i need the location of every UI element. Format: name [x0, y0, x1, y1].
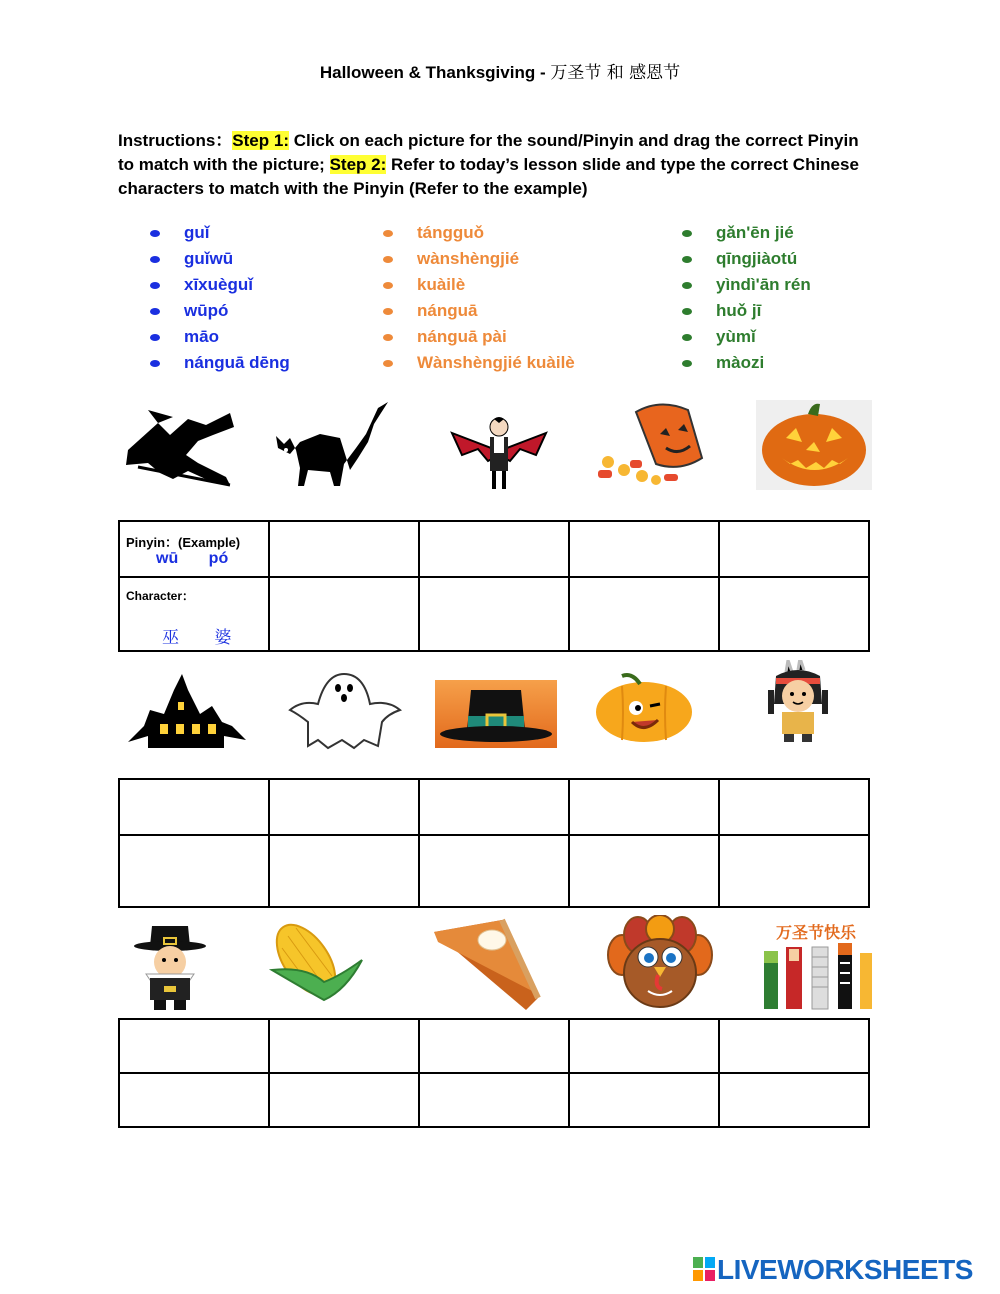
pinyin-drop-cell[interactable] — [269, 1019, 419, 1073]
candy-bucket-icon[interactable] — [590, 400, 712, 490]
logo-text: LIVEWORKSHEETS — [717, 1254, 973, 1285]
pinyin-drop-cell[interactable] — [719, 1019, 869, 1073]
halloween-banner-icon[interactable] — [756, 920, 882, 1012]
pinyin-drop-cell[interactable] — [419, 779, 569, 835]
step2-label: Step 2: — [329, 155, 387, 174]
pinyin-drop-cell[interactable] — [269, 521, 419, 577]
example-character-cell — [119, 577, 269, 651]
pinyin-option[interactable]: gǎn'ēn jié — [682, 220, 811, 246]
pinyin-option[interactable]: màozi — [682, 350, 811, 376]
pinyin-option[interactable]: yùmǐ — [682, 324, 811, 350]
pinyin-option[interactable]: yìndì'ān rén — [682, 272, 811, 298]
character-input-cell[interactable] — [569, 835, 719, 907]
logo-mark-icon — [693, 1257, 715, 1281]
ghost-icon[interactable] — [278, 670, 410, 750]
native-american-icon[interactable] — [756, 660, 840, 744]
word-bank-column-1 — [150, 220, 290, 376]
title-chinese: 万圣节 和 感恩节 — [550, 63, 681, 83]
example-pinyin-cell — [119, 521, 269, 577]
pinyin-drop-cell[interactable] — [719, 779, 869, 835]
character-input-cell[interactable] — [419, 577, 569, 651]
witch-icon[interactable] — [118, 405, 238, 493]
pinyin-option[interactable]: nánguā pài — [383, 324, 575, 350]
character-input-cell[interactable] — [569, 1073, 719, 1127]
corn-icon[interactable] — [266, 920, 366, 1006]
pinyin-drop-cell[interactable] — [269, 779, 419, 835]
example-character-label: Character： — [126, 589, 195, 603]
jack-o-lantern-icon[interactable] — [756, 400, 872, 490]
pilgrim-hat-icon[interactable] — [435, 680, 557, 748]
banner-text: 万圣节快乐 — [775, 923, 856, 942]
pinyin-option[interactable]: wànshèngjié — [383, 246, 575, 272]
example-pinyin-label: Pinyin：(Example) — [126, 535, 241, 550]
pinyin-drop-cell[interactable] — [569, 1019, 719, 1073]
answer-table-2 — [118, 778, 870, 908]
pinyin-option[interactable]: nánguā — [383, 298, 575, 324]
answer-table-1 — [118, 520, 870, 652]
character-input-cell[interactable] — [719, 577, 869, 651]
character-input-cell[interactable] — [419, 1073, 569, 1127]
haunted-house-icon[interactable] — [124, 670, 248, 750]
pumpkin-pie-icon[interactable] — [430, 914, 542, 1012]
title-english: Halloween & Thanksgiving - — [319, 63, 546, 82]
pinyin-option[interactable]: xīxuèguǐ — [150, 272, 290, 298]
pinyin-option[interactable]: qīngjiàotú — [682, 246, 811, 272]
word-bank-column-3 — [682, 220, 811, 376]
character-input-cell[interactable] — [119, 835, 269, 907]
character-input-cell[interactable] — [419, 835, 569, 907]
pinyin-drop-cell[interactable] — [119, 779, 269, 835]
pinyin-option[interactable]: Wànshèngjié kuàilè — [383, 350, 575, 376]
pinyin-drop-cell[interactable] — [119, 1019, 269, 1073]
pilgrim-icon[interactable] — [120, 922, 220, 1014]
example-character-value: 巫 婆 — [162, 628, 232, 648]
pinyin-drop-cell[interactable] — [419, 1019, 569, 1073]
character-input-cell[interactable] — [269, 577, 419, 651]
turkey-icon[interactable] — [602, 915, 718, 1011]
vampire-icon[interactable] — [450, 405, 548, 491]
pinyin-option[interactable]: tángguǒ — [383, 220, 575, 246]
step1-text: Click on each picture for the sound/Pinyin and drag the correct Pinyin to match with the picture; — [118, 131, 859, 174]
character-input-cell[interactable] — [719, 835, 869, 907]
example-pinyin-value: wū pó — [156, 550, 229, 567]
pinyin-drop-cell[interactable] — [569, 779, 719, 835]
answer-table-3 — [118, 1018, 870, 1128]
step2-text: Refer to today’s lesson slide and type the correct Chinese characters to match with the Pinyin (Refer to the example) — [118, 155, 859, 198]
character-input-cell[interactable] — [719, 1073, 869, 1127]
monster-bookmarks-icon — [756, 943, 880, 1013]
pinyin-option[interactable]: guǐwū — [150, 246, 290, 272]
step1-label: Step 1: — [232, 131, 289, 150]
instructions-lead: Instructions： — [118, 131, 233, 150]
character-input-cell[interactable] — [269, 1073, 419, 1127]
liveworksheets-logo — [693, 1254, 973, 1286]
character-input-cell[interactable] — [569, 577, 719, 651]
cat-icon[interactable] — [270, 398, 392, 490]
instructions — [118, 129, 878, 201]
pinyin-option[interactable]: nánguā dēng — [150, 350, 290, 376]
page-title — [0, 58, 1000, 83]
pinyin-drop-cell[interactable] — [419, 521, 569, 577]
pinyin-drop-cell[interactable] — [569, 521, 719, 577]
pinyin-option[interactable]: huǒ jī — [682, 298, 811, 324]
pinyin-option[interactable]: māo — [150, 324, 290, 350]
character-input-cell[interactable] — [269, 835, 419, 907]
pumpkin-icon[interactable] — [592, 670, 696, 744]
word-bank-column-2 — [383, 220, 575, 376]
pinyin-option[interactable]: wūpó — [150, 298, 290, 324]
character-input-cell[interactable] — [119, 1073, 269, 1127]
pinyin-option[interactable]: kuàilè — [383, 272, 575, 298]
pinyin-option[interactable]: guǐ — [150, 220, 290, 246]
pinyin-drop-cell[interactable] — [719, 521, 869, 577]
